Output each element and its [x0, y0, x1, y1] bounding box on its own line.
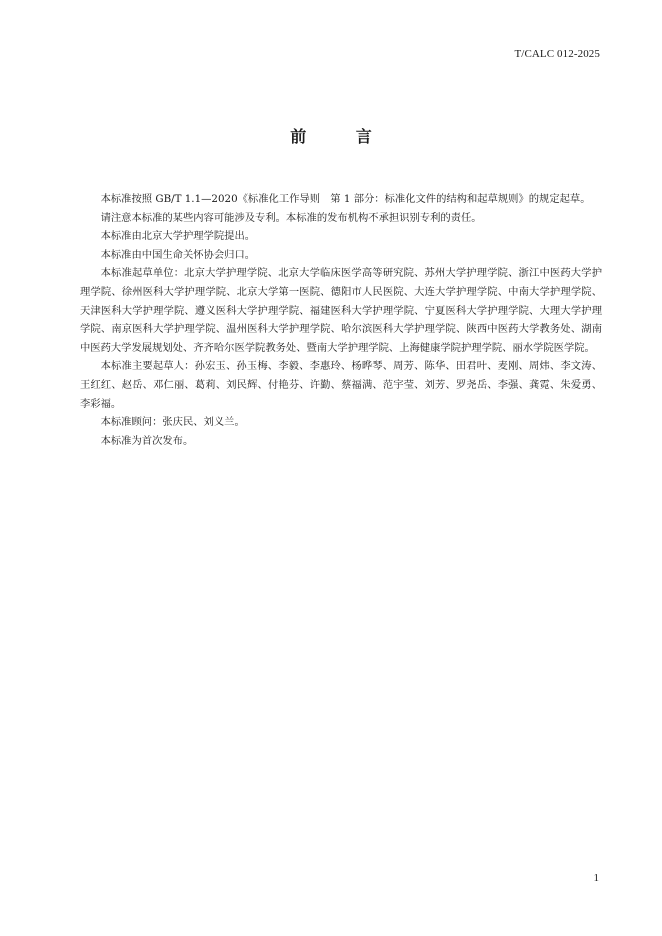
paragraph-advisors: 本标准顾问：张庆民、刘义兰。 [100, 416, 245, 429]
standard-code: T/CALC 012-2025 [514, 48, 600, 60]
page-title: 前 言 [290, 127, 394, 146]
paragraph-proposer: 本标准由北京大学护理学院提出。 [100, 230, 256, 243]
paragraph-patent-notice: 请注意本标准的某些内容可能涉及专利。本标准的发布机构不承担识别专利的责任。 [100, 211, 482, 224]
paragraph-administrator: 本标准由中国生命关怀协会归口。 [100, 248, 256, 261]
paragraph-drafting-units: 本标准起草单位：北京大学护理学院、北京大学临床医学高等研究院、苏州大学护理学院、浙江中医药大学护理学院、徐州医科大学护理学院、北京大学第一医院、德阳市人民医院、大连大学护理学院、中南大学护理学院、天津医科大学护理学院、遵义医科大学护理学院、福建医科大学护理学院、宁夏医科大学护理学院、大理大学护理学院、南京医科大学护理学院、温州医科大学护理学院、哈尔滨医科大学护理学院、陕西中医药大学教务处、湖南中医药大学发展规划处、齐齐哈尔医学院教务处、暨南大学护理学院、上海健康学院护理学院、丽水学院医学院。 [80, 267, 602, 354]
paragraph-drafters: 本标准主要起草人：孙宏玉、孙玉梅、李毅、李惠玲、杨晔琴、周芳、陈华、田君叶、麦刚、周炜、李文涛、王红红、赵岳、邓仁丽、葛莉、刘民辉、付艳芬、许勤、蔡福满、范宇莹、刘芳、罗尧岳、李强、龚霓、朱爱勇、李彩福。 [80, 360, 602, 410]
page-number: 1 [593, 872, 599, 884]
paragraph-drafting-rules: 本标准按照 GB/T 1.1—2020《标准化工作导则 第 1 部分：标准化文件的结构和起草规则》的规定起草。 [100, 193, 591, 205]
paragraph-first-release: 本标准为首次发布。 [100, 434, 194, 447]
document-body [80, 190, 602, 450]
